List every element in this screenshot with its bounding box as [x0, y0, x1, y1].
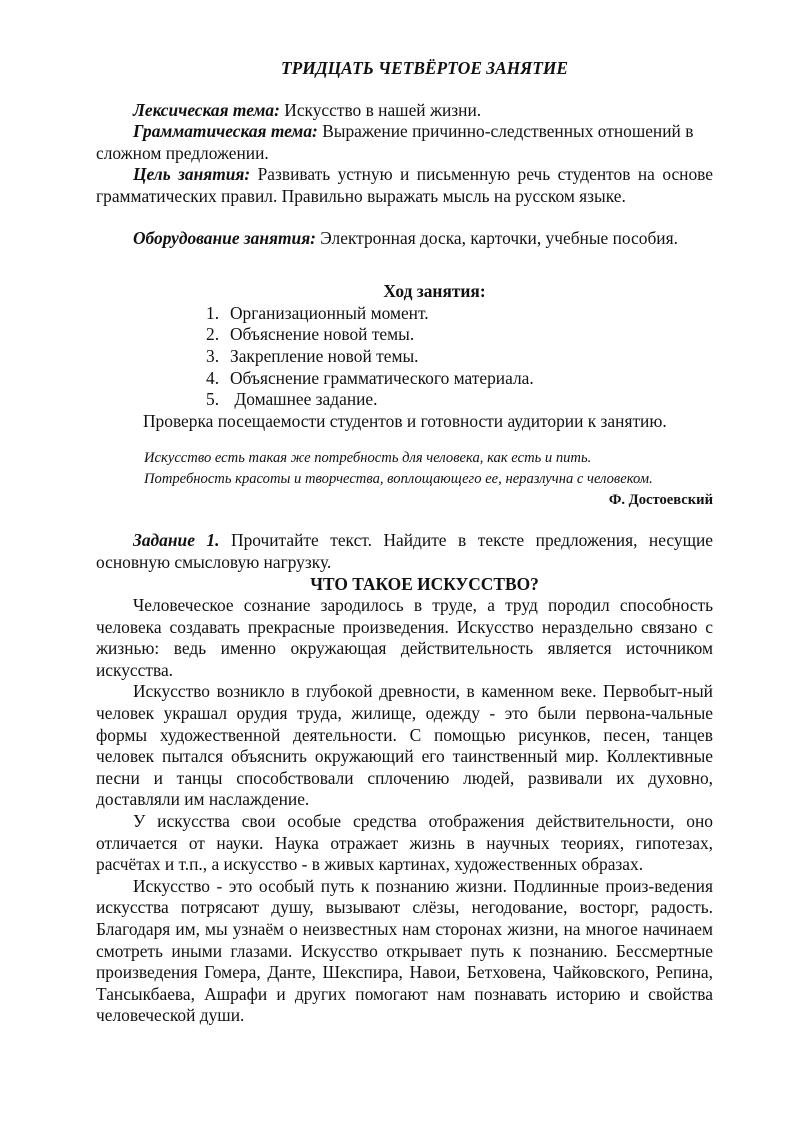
lesson-goal-label: Цель занятия: — [133, 164, 251, 185]
epigraph-quote — [96, 448, 713, 490]
epigraph-author: Ф. Достоевский — [608, 492, 713, 509]
plan-item — [206, 324, 713, 346]
grammar-topic — [96, 121, 713, 164]
plan-item-number: 3. — [206, 345, 220, 366]
lesson-title: ТРИДЦАТЬ ЧЕТВЁРТОЕ ЗАНЯТИЕ — [281, 58, 568, 78]
lexical-topic-label: Лексическая тема: — [133, 99, 280, 120]
plan-item — [206, 303, 713, 325]
text-paragraph: У искусства свои особые средства отображения действительности, оно отличается от науки. Наука отражает жизнь в научных теориях, гипотезах, расчётах и т.п., а искусство - в живых картинах, художественных образах. — [96, 811, 713, 875]
plan-item-text: Объяснение новой темы. — [230, 324, 415, 345]
text-paragraph: Искусство возникло в глубокой древности, в каменном веке. Первобыт-ный человек украшал орудия труда, жилище, одежду - это были первона-чальные формы художественной деятельности. С помощью рисунков, песен, танцев человек пытался объяснить окружающий его таинственный мир. Коллективные песни и танцы способствовали сплочению людей, развивали их духовно, доставляли им наслаждение. — [96, 681, 713, 810]
grammar-topic-text: Выражение причинно-следственных отношений в сложном предложении. — [96, 121, 694, 163]
lexical-topic — [96, 100, 713, 122]
plan-list — [96, 303, 713, 411]
epigraph-line: Потребность красоты и творчества, воплощающего ее, неразлучна с человеком. — [144, 471, 653, 488]
plan-item-text: Организационный момент. — [230, 302, 429, 323]
text-paragraph: Искусство - это особый путь к познанию жизни. Подлинные произ-ведения искусства потрясают душу, вызывают слёзы, негодование, восторг, радость. Благодаря им, мы узнаём о неизвестных нам сторонах жизни, на многое начинаем смотреть иными глазами. Искусство открывает путь к познанию. Бессмертные произведения Гомера, Данте, Шекспира, Навои, Бетховена, Чайковского, Репина, Тансыкбаева, Ашрафи и других помогают нам познавать историю и свойства человеческой души. — [96, 875, 713, 1026]
plan-item-number: 4. — [206, 367, 220, 388]
text-title: ЧТО ТАКОЕ ИСКУССТВО? — [310, 573, 539, 594]
lesson-equipment-text: Электронная доска, карточки, учебные пособия. — [315, 227, 678, 248]
lesson-equipment — [96, 228, 713, 250]
plan-item-text: Закрепление новой темы. — [230, 345, 419, 366]
lexical-topic-text: Искусство в нашей жизни. — [279, 99, 482, 120]
plan-item-text: Домашнее задание. — [230, 389, 378, 410]
task-1-text: Прочитайте текст. Найдите в тексте предложения, несущие основную смысловую нагрузку. — [96, 530, 713, 572]
attendance-check: Проверка посещаемости студентов и готовности аудитории к занятию. — [143, 410, 667, 431]
lesson-equipment-label: Оборудование занятия: — [133, 227, 316, 248]
plan-item-number: 1. — [206, 302, 220, 323]
task-1-label: Задание 1. — [133, 530, 220, 551]
epigraph-line: Искусство есть такая же потребность для человека, как есть и пить. — [144, 450, 592, 467]
grammar-topic-label: Грамматическая тема: — [133, 121, 318, 142]
plan-item-number: 5. — [206, 389, 220, 410]
lesson-goal — [96, 164, 713, 207]
plan-item — [206, 346, 713, 368]
plan-item-number: 2. — [206, 324, 220, 345]
plan-heading: Ход занятия: — [383, 281, 486, 302]
plan-item — [206, 368, 713, 390]
plan-item — [206, 389, 713, 411]
text-paragraph: Человеческое сознание зародилось в труде, а труд породил способность человека создавать прекрасные произведения. Искусство нераздельно связано с жизнью: ведь именно окружающая действительность является источником искусства. — [96, 595, 713, 680]
lesson-goal-text: Развивать устную и письменную речь студентов на основе грамматических правил. Правильно выражать мысль на русском языке. — [96, 164, 713, 206]
task-1 — [96, 530, 713, 573]
plan-item-text: Объяснение грамматического материала. — [230, 367, 534, 388]
